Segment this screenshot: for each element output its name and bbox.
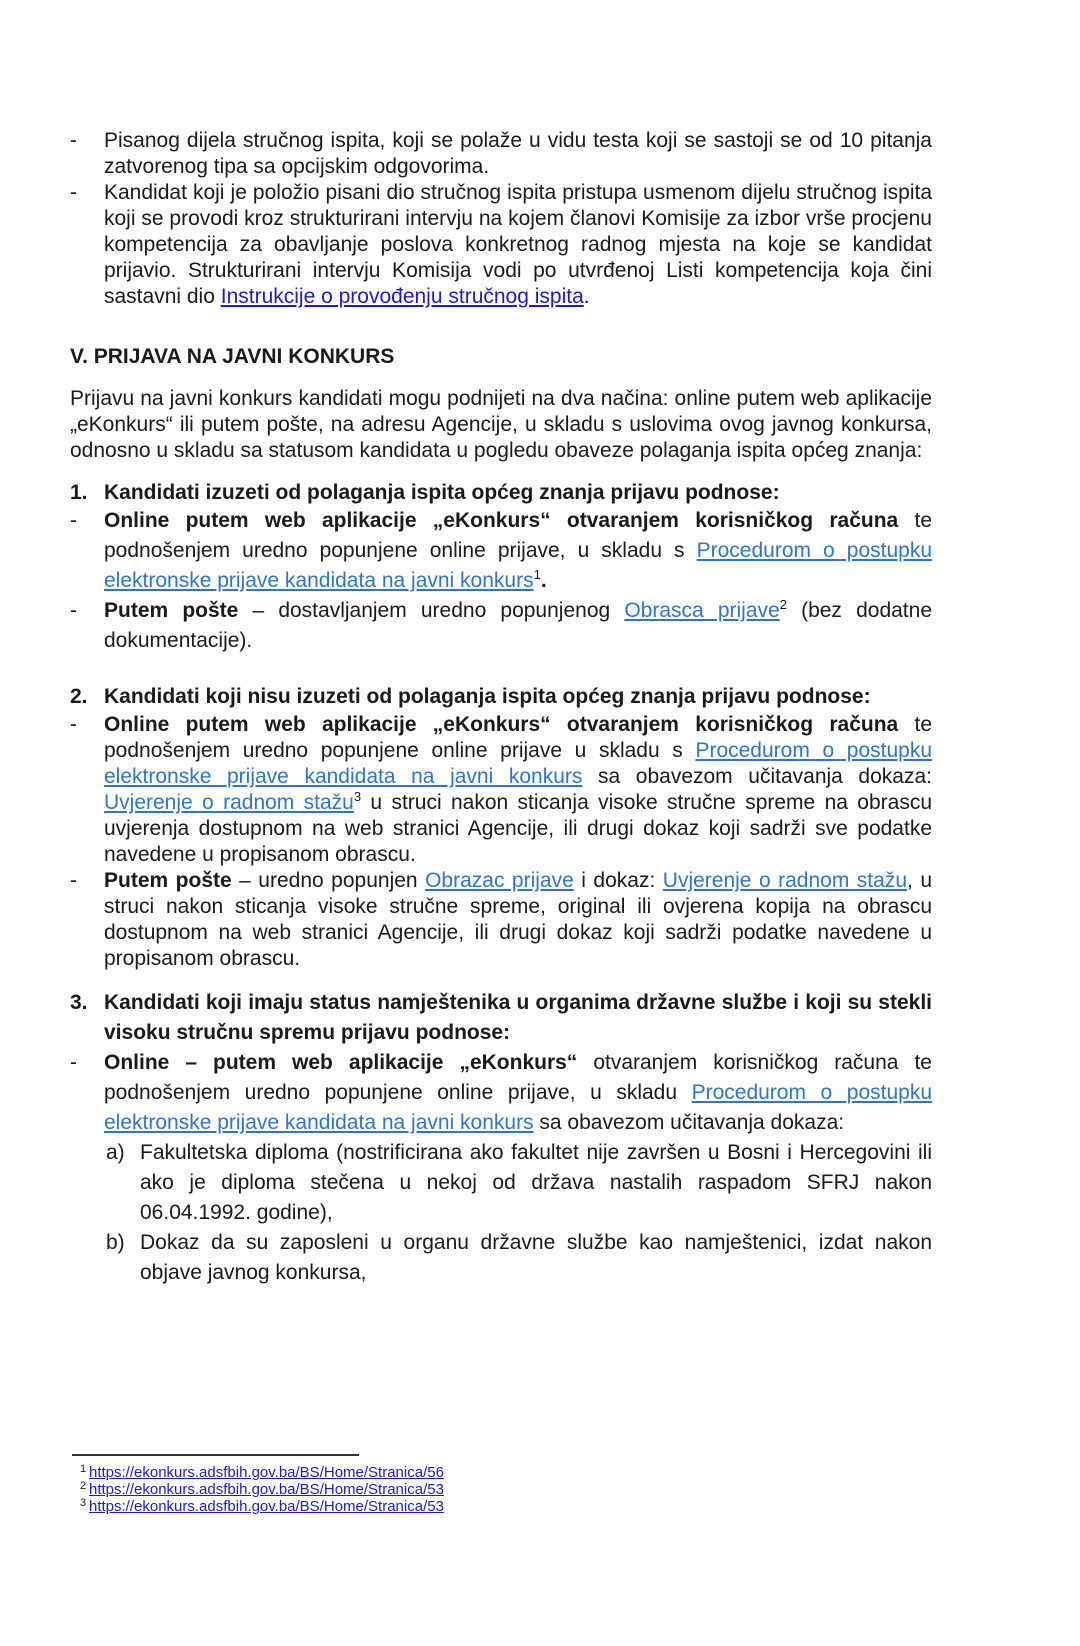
bullet-text: Pisanog dijela stručnog ispita, koji se polaže u vidu testa koji se sastoji se od 10 pitanja zatvorenog tipa sa opcijskim odgovorima. xyxy=(104,129,932,178)
footnote-ref[interactable]: 1 xyxy=(533,567,541,582)
group-title: Kandidati koji imaju status namještenika u organima državne službe i koji su stekli visoku stručnu spremu prijavu podnose: xyxy=(104,991,932,1044)
footnote-number: 2 xyxy=(80,1480,87,1492)
procedura-link[interactable]: Procedurom o postupku elektronske prijave kandidata na javni konkurs xyxy=(104,539,932,592)
bold-label: Putem pošte xyxy=(104,869,232,892)
bold-label: Online putem web aplikacije „eKonkurs“ otvaranjem korisničkog računa xyxy=(104,509,899,532)
footnote-link[interactable]: https://ekonkurs.adsfbih.gov.ba/BS/Home/Stranica/56 xyxy=(89,1464,444,1481)
list-item-post xyxy=(70,868,932,972)
footnote-separator xyxy=(72,1454,359,1456)
instrukcije-link[interactable]: Instrukcije o provođenju stručnog ispita xyxy=(220,285,584,308)
item-text: sa obavezom učitavanja dokaza: xyxy=(533,1111,845,1134)
procedura-link[interactable]: Procedurom o postupku elektronske prijave kandidata na javni konkurs xyxy=(104,1081,932,1134)
item-text: sa obavezom učitavanja dokaza: xyxy=(582,765,932,788)
sub-item-a xyxy=(70,1138,932,1228)
item-text: (bez dodatne dokumentacije). xyxy=(104,599,932,652)
item-text: – dostavljanjem uredno popunjenog xyxy=(238,599,625,622)
sub-item-marker: a) xyxy=(106,1141,125,1164)
item-text: i dokaz: xyxy=(573,869,663,892)
bold-label: Online – putem web aplikacije „eKonkurs“ xyxy=(104,1051,578,1074)
item-text: te podnošenjem uredno popunjene online prijave, u skladu s xyxy=(104,509,932,562)
footnote-3 xyxy=(80,1498,444,1515)
obrazac-link[interactable]: Obrasca prijave xyxy=(624,599,780,622)
bullet-dash: - xyxy=(70,1051,77,1074)
item-text: otvaranjem korisničkog računa te podnošenjem uredno popunjene online prijave, u skladu xyxy=(104,1051,932,1104)
bullet-dash: - xyxy=(70,509,77,532)
uvjerenje-link[interactable]: Uvjerenje o radnom stažu xyxy=(104,791,354,814)
sub-item-b xyxy=(70,1228,932,1288)
bullet-dash: - xyxy=(70,599,77,622)
bold-label: Online putem web aplikacije „eKonkurs“ otvaranjem korisničkog računa xyxy=(104,713,899,736)
footnote-2 xyxy=(80,1481,444,1498)
footnote-number: 1 xyxy=(80,1463,87,1475)
group-heading-2 xyxy=(70,684,932,710)
document-page xyxy=(70,128,932,1288)
bullet-dash: - xyxy=(70,129,77,152)
sub-item-text: Fakultetska diploma (nostrificirana ako fakultet nije završen u Bosni i Hercegovini ili ako je diploma stečena u nekoj od država nastalih raspadom SFRJ nakon 06.04.1992. godine), xyxy=(140,1141,932,1224)
section-heading: V. PRIJAVA NA JAVNI KONKURS xyxy=(70,345,395,368)
list-item-online xyxy=(70,712,932,868)
bullet-dash: - xyxy=(70,181,77,204)
footnotes xyxy=(80,1464,444,1515)
punctuation: . xyxy=(583,285,590,308)
sub-item-text: Dokaz da su zaposleni u organu državne službe kao namještenici, izdat nakon objave javnog konkursa, xyxy=(140,1231,932,1284)
list-item-post xyxy=(70,596,932,656)
item-text: te podnošenjem uredno popunjene online prijave u skladu s xyxy=(104,713,932,762)
group-heading-1 xyxy=(70,480,932,506)
footnote-number: 3 xyxy=(80,1497,87,1509)
group-title: Kandidati izuzeti od polaganja ispita općeg znanja prijavu podnose: xyxy=(104,481,780,504)
footnote-ref[interactable]: 2 xyxy=(779,597,787,612)
group-heading-3 xyxy=(70,988,932,1048)
uvjerenje-link[interactable]: Uvjerenje o radnom stažu xyxy=(662,869,907,892)
punctuation: . xyxy=(540,569,547,592)
list-item xyxy=(70,128,932,180)
group-title: Kandidati koji nisu izuzeti od polaganja ispita općeg znanja prijavu podnose: xyxy=(104,685,871,708)
list-item-online xyxy=(70,506,932,596)
obrazac-link[interactable]: Obrazac prijave xyxy=(425,869,574,892)
bullet-text: Kandidat koji je položio pisani dio stručnog ispita pristupa usmenom dijelu stručnog ispita koji se provodi kroz strukturirani intervju na kojem članovi Komisije za izbor vrše procjenu kompetencija za obavljanje poslova konkretnog radnog mjesta na koje se kandidat prijavio. Strukturirani intervju Komisija vodi po utvrđenoj Listi kompetencija koja čini sastavni dio xyxy=(104,181,932,308)
list-number: 2. xyxy=(70,685,88,708)
section-intro: Prijavu na javni konkurs kandidati mogu podnijeti na dva načina: online putem web aplikacije „eKonkurs“ ili putem pošte, na adresu Agencije, u skladu s uslovima ovog javnog konkursa, odnosno u skladu sa statusom kandidata u pogledu obaveze polaganja ispita općeg znanja: xyxy=(70,387,932,462)
footnote-link[interactable]: https://ekonkurs.adsfbih.gov.ba/BS/Home/Stranica/53 xyxy=(89,1498,444,1515)
footnote-1 xyxy=(80,1464,444,1481)
item-text: , u struci nakon sticanja visoke stručne spreme, original ili ovjerena kopija na obrascu dostupnom na web stranici Agencije, ili drugi dokaz koji sadrži podatke navedene u propisanom obrascu. xyxy=(104,869,932,970)
bullet-dash: - xyxy=(70,869,77,892)
list-number: 1. xyxy=(70,481,88,504)
list-item-online xyxy=(70,1048,932,1138)
item-text: – uredno popunjen xyxy=(231,869,426,892)
sub-item-marker: b) xyxy=(106,1231,125,1254)
bold-label: Putem pošte xyxy=(104,599,239,622)
list-number: 3. xyxy=(70,991,88,1014)
footnote-link[interactable]: https://ekonkurs.adsfbih.gov.ba/BS/Home/Stranica/53 xyxy=(89,1481,444,1498)
list-item xyxy=(70,180,932,310)
bullet-dash: - xyxy=(70,713,77,736)
footnote-ref[interactable]: 3 xyxy=(353,789,362,804)
procedura-link[interactable]: Procedurom o postupku elektronske prijave kandidata na javni konkurs xyxy=(104,739,932,788)
item-text: u struci nakon sticanja visoke stručne spreme na obrascu uvjerenja dostupnom na web stranici Agencije, ili drugi dokaz koji sadrži sve podatke navedene u propisanom obrascu. xyxy=(104,791,932,866)
